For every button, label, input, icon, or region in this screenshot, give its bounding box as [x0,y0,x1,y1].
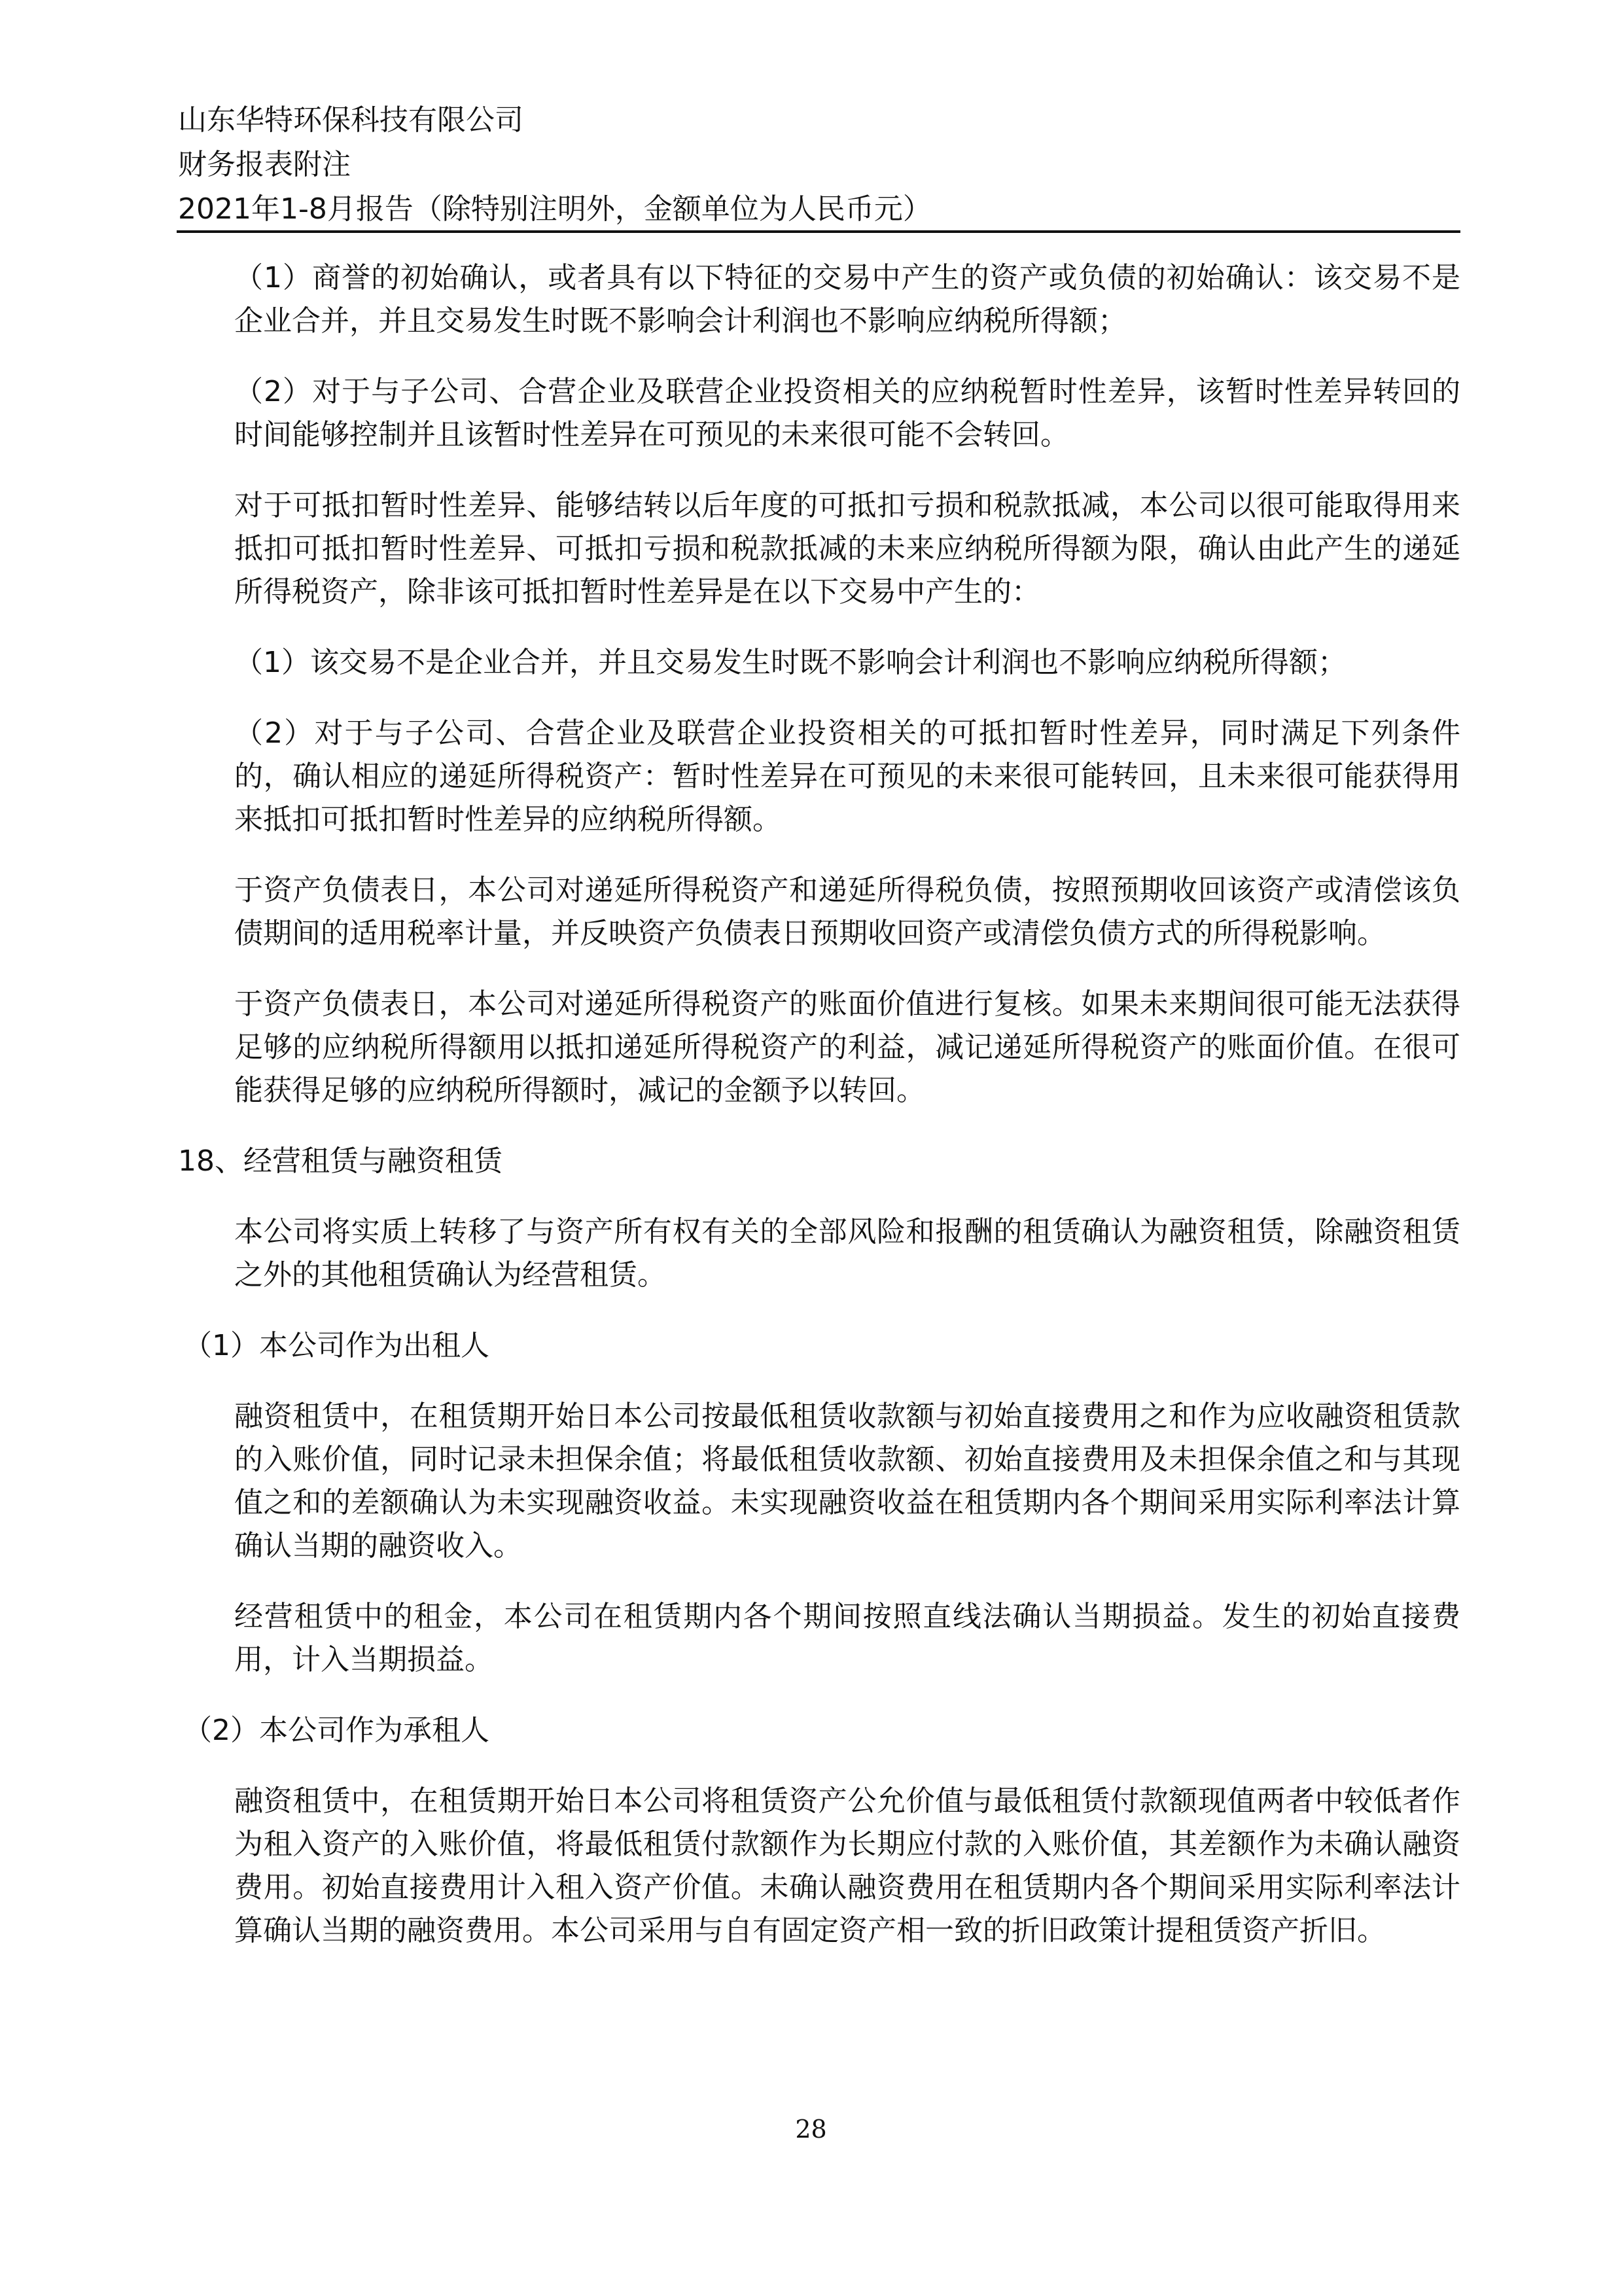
report-period: 2021年1-8月报告（除特别注明外，金额单位为人民币元） [178,192,932,226]
paragraph-exception-1: （1）该交易不是企业合并，并且交易发生时既不影响会计利润也不影响应纳税所得额； [234,646,1347,679]
subheading-lessee: （2）本公司作为承租人 [183,1714,489,1747]
document-body [178,256,1460,1980]
paragraph-lessor-operating-lease: 经营租赁中的租金，本公司在租赁期内各个期间按照直线法确认当期损益。发生的初始直接费用，计入当期损益。 [234,1600,1460,1676]
subheading-lessor: （1）本公司作为出租人 [183,1329,489,1362]
page-number: 28 [795,2115,827,2144]
paragraph-taxable-temporary-difference: （2）对于与子公司、合营企业及联营企业投资相关的应纳税暂时性差异，该暂时性差异转回的时间能够控制并且该暂时性差异在可预见的未来很可能不会转回。 [234,375,1460,451]
paragraph-measurement: 于资产负债表日，本公司对递延所得税资产和递延所得税负债，按照预期收回该资产或清偿该负债期间的适用税率计量，并反映资产负债表日预期收回资产或清偿负债方式的所得税影响。 [234,874,1460,950]
paragraph-exception-2: （2）对于与子公司、合营企业及联营企业投资相关的可抵扣暂时性差异，同时满足下列条件的，确认相应的递延所得税资产：暂时性差异在可预见的未来很可能转回，且未来很可能获得用来抵扣可抵扣暂时性差异的应纳税所得额。 [234,716,1460,836]
company-name: 山东华特环保科技有限公司 [178,103,523,137]
section-heading-leases: 18、经营租赁与融资租赁 [178,1144,502,1178]
paragraph-lease-classification: 本公司将实质上转移了与资产所有权有关的全部风险和报酬的租赁确认为融资租赁，除融资租赁之外的其他租赁确认为经营租赁。 [234,1215,1460,1292]
header-divider [177,230,1460,233]
paragraph-deductible-temporary-difference: 对于可抵扣暂时性差异、能够结转以后年度的可抵扣亏损和税款抵减，本公司以很可能取得用来抵扣可抵扣暂时性差异、可抵扣亏损和税款抵减的未来应纳税所得额为限，确认由此产生的递延所得税资产，除非该可抵扣暂时性差异是在以下交易中产生的： [234,489,1460,609]
document-type: 财务报表附注 [178,148,351,181]
paragraph-review: 于资产负债表日，本公司对递延所得税资产的账面价值进行复核。如果未来期间很可能无法获得足够的应纳税所得额用以抵扣递延所得税资产的利益，减记递延所得税资产的账面价值。在很可能获得足够的应纳税所得额时，减记的金额予以转回。 [234,987,1460,1107]
paragraph-lessee-finance-lease: 融资租赁中，在租赁期开始日本公司将租赁资产公允价值与最低租赁付款额现值两者中较低者作为租入资产的入账价值，将最低租赁付款额作为长期应付款的入账价值，其差额作为未确认融资费用。初始直接费用计入租入资产价值。未确认融资费用在租赁期内各个期间采用实际利率法计算确认当期的融资费用。本公司采用与自有固定资产相一致的折旧政策计提租赁资产折旧。 [234,1784,1460,1947]
paragraph-goodwill-initial-recognition: （1）商誉的初始确认，或者具有以下特征的交易中产生的资产或负债的初始确认：该交易不是企业合并，并且交易发生时既不影响会计利润也不影响应纳税所得额； [234,261,1460,338]
page-header [178,98,1460,232]
paragraph-lessor-finance-lease: 融资租赁中，在租赁期开始日本公司按最低租赁收款额与初始直接费用之和作为应收融资租赁款的入账价值，同时记录未担保余值；将最低租赁收款额、初始直接费用及未担保余值之和与其现值之和的差额确认为未实现融资收益。未实现融资收益在租赁期内各个期间采用实际利率法计算确认当期的融资收入。 [234,1400,1460,1563]
